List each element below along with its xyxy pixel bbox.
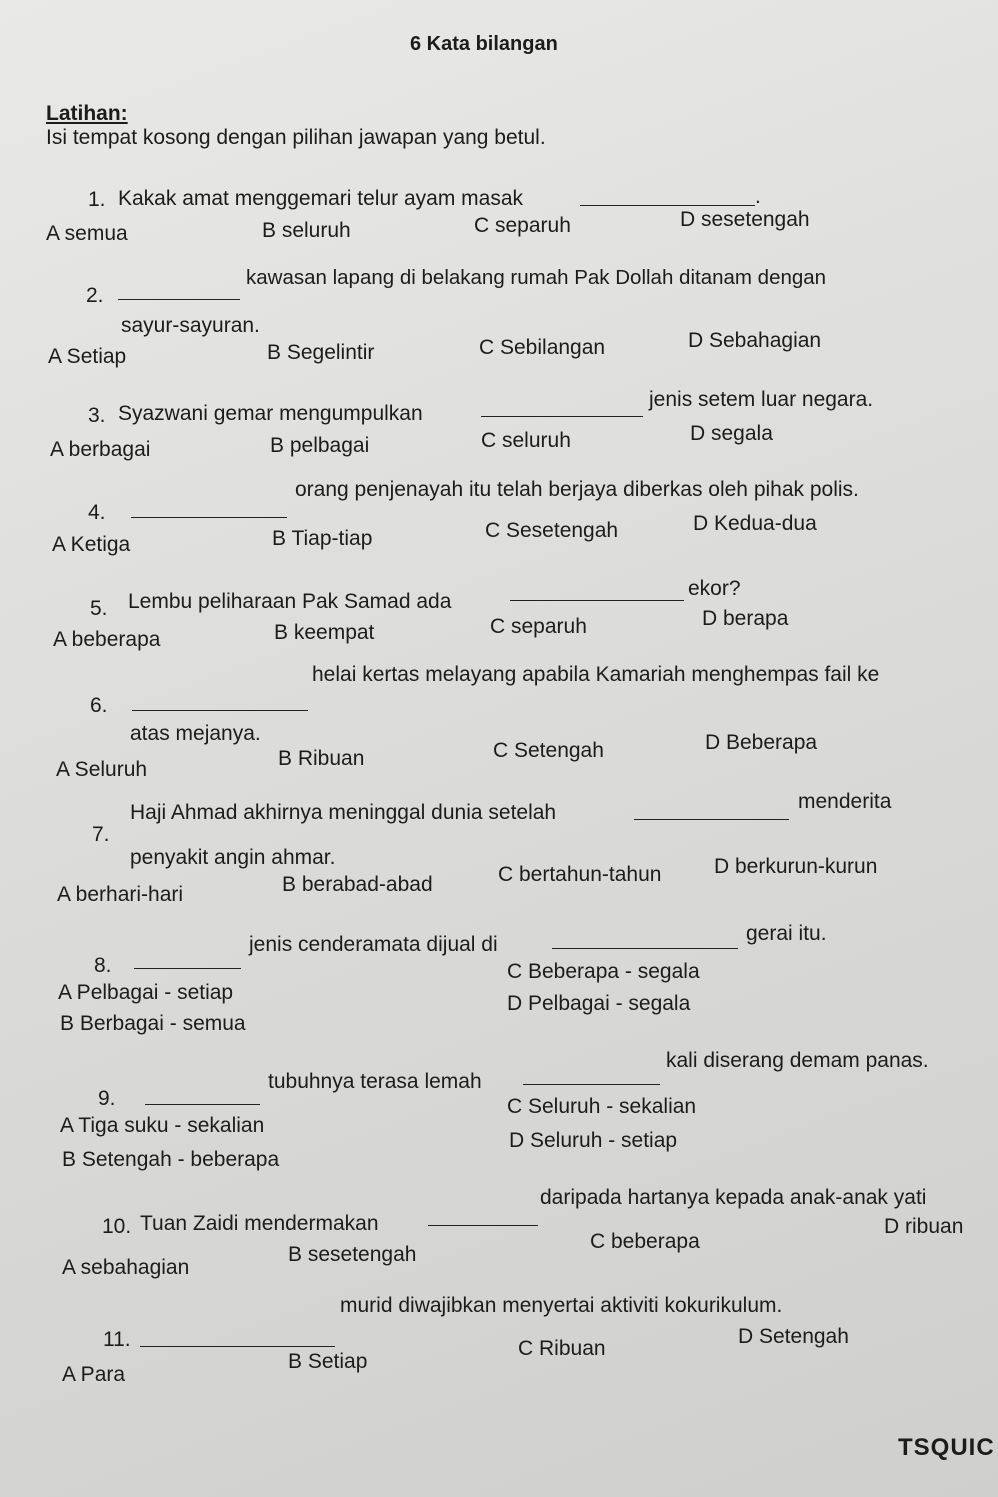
- option-b[interactable]: B keempat: [274, 621, 375, 644]
- option-c[interactable]: C separuh: [490, 615, 587, 638]
- option-a[interactable]: A Tiga suku - sekalian: [60, 1114, 265, 1137]
- option-a[interactable]: A berbagai: [50, 438, 151, 461]
- answer-blank[interactable]: [132, 710, 308, 711]
- question-text-end: menderita: [798, 790, 892, 813]
- question-text-end: ekor?: [688, 577, 741, 600]
- question-text-line2: penyakit angin ahmar.: [130, 846, 336, 869]
- option-c[interactable]: C Sebilangan: [479, 336, 606, 359]
- option-b[interactable]: B berabad-abad: [282, 873, 433, 896]
- option-b[interactable]: B Setiap: [288, 1350, 368, 1373]
- option-c[interactable]: C separuh: [474, 214, 571, 237]
- answer-blank-2[interactable]: [523, 1084, 660, 1085]
- option-a[interactable]: A semua: [46, 222, 128, 245]
- question-text: Syazwani gemar mengumpulkan: [118, 402, 423, 425]
- option-d[interactable]: D Kedua-dua: [693, 512, 817, 535]
- option-b[interactable]: B Segelintir: [267, 341, 375, 364]
- option-c[interactable]: C seluruh: [481, 429, 571, 452]
- exercise-heading: Latihan:: [46, 102, 128, 125]
- option-b[interactable]: B pelbagai: [270, 434, 370, 457]
- question-text: Lembu peliharaan Pak Samad ada: [128, 590, 452, 613]
- option-c[interactable]: C beberapa: [590, 1230, 700, 1253]
- answer-blank[interactable]: [118, 299, 240, 300]
- question-text: murid diwajibkan menyertai aktiviti kokurikulum.: [340, 1294, 783, 1317]
- option-c[interactable]: C Seluruh - sekalian: [507, 1095, 697, 1118]
- option-d[interactable]: D ribuan: [884, 1215, 964, 1238]
- question-number: 1.: [88, 188, 106, 211]
- question-text: Tuan Zaidi mendermakan: [140, 1212, 379, 1235]
- option-a[interactable]: A berhari-hari: [57, 883, 184, 906]
- question-number: 5.: [90, 597, 108, 620]
- option-d[interactable]: D segala: [690, 422, 773, 445]
- option-a[interactable]: A Setiap: [48, 345, 127, 368]
- question-text: tubuhnya terasa lemah: [268, 1070, 482, 1093]
- option-b[interactable]: B sesetengah: [288, 1243, 417, 1266]
- question-number: 2.: [86, 284, 104, 307]
- question-text: kawasan lapang di belakang rumah Pak Dollah ditanam dengan: [246, 266, 827, 289]
- answer-blank[interactable]: [131, 517, 287, 518]
- option-d[interactable]: D berapa: [702, 607, 789, 630]
- question-number: 4.: [88, 501, 106, 524]
- answer-blank[interactable]: [634, 819, 789, 820]
- answer-blank[interactable]: [134, 968, 241, 969]
- question-number: 11.: [103, 1328, 131, 1351]
- answer-blank[interactable]: [428, 1225, 538, 1226]
- option-a[interactable]: A beberapa: [53, 628, 161, 651]
- question-text: Kakak amat menggemari telur ayam masak: [118, 187, 523, 210]
- option-a[interactable]: A Seluruh: [56, 758, 148, 781]
- question-number: 6.: [90, 694, 108, 717]
- option-d[interactable]: D Pelbagai - segala: [507, 992, 691, 1015]
- question-number: 8.: [94, 954, 112, 977]
- option-d[interactable]: D Beberapa: [705, 731, 818, 754]
- answer-blank-2[interactable]: [552, 948, 738, 949]
- instruction-text: Isi tempat kosong dengan pilihan jawapan yang betul.: [46, 126, 546, 149]
- question-text-line2: sayur-sayuran.: [121, 314, 260, 337]
- question-number: 9.: [98, 1087, 116, 1110]
- question-number: 10.: [102, 1215, 132, 1238]
- question-text-end: jenis setem luar negara.: [649, 388, 874, 411]
- question-text: Haji Ahmad akhirnya meninggal dunia setelah: [130, 801, 557, 824]
- option-c[interactable]: C Ribuan: [518, 1337, 606, 1360]
- option-b[interactable]: B Ribuan: [278, 747, 365, 770]
- option-d[interactable]: D Seluruh - setiap: [509, 1129, 678, 1152]
- option-d[interactable]: D sesetengah: [680, 208, 810, 231]
- option-c[interactable]: C Sesetengah: [485, 519, 619, 542]
- question-text: helai kertas melayang apabila Kamariah menghempas fail ke: [312, 663, 880, 686]
- option-b[interactable]: B Tiap-tiap: [272, 527, 373, 550]
- option-c[interactable]: C Beberapa - segala: [507, 960, 700, 983]
- option-a[interactable]: A Ketiga: [52, 533, 131, 556]
- answer-blank[interactable]: [140, 1346, 335, 1347]
- question-number: 7.: [92, 823, 110, 846]
- answer-blank[interactable]: [510, 600, 684, 601]
- answer-blank[interactable]: [580, 205, 755, 206]
- question-text-end: kali diserang demam panas.: [666, 1049, 929, 1072]
- question-text: orang penjenayah itu telah berjaya diberkas oleh pihak polis.: [295, 478, 859, 501]
- option-a[interactable]: A Para: [62, 1363, 126, 1386]
- question-text-end: gerai itu.: [746, 922, 827, 945]
- option-b[interactable]: B Setengah - beberapa: [62, 1148, 280, 1171]
- option-c[interactable]: C bertahun-tahun: [498, 863, 662, 886]
- answer-blank[interactable]: [481, 416, 643, 417]
- page-title: 6 Kata bilangan: [410, 33, 558, 55]
- option-d[interactable]: D Setengah: [738, 1325, 849, 1348]
- question-text-end: .: [755, 185, 761, 208]
- question-number: 3.: [88, 404, 106, 427]
- question-text: jenis cenderamata dijual di: [249, 933, 498, 956]
- option-b[interactable]: B seluruh: [262, 219, 351, 242]
- option-b[interactable]: B Berbagai - semua: [60, 1012, 246, 1035]
- option-a[interactable]: A Pelbagai - setiap: [58, 981, 234, 1004]
- brand-logo: TSQUIC: [898, 1434, 995, 1461]
- option-a[interactable]: A sebahagian: [62, 1256, 190, 1279]
- question-text-end: daripada hartanya kepada anak-anak yati: [540, 1186, 927, 1209]
- answer-blank[interactable]: [145, 1104, 260, 1105]
- option-d[interactable]: D berkurun-kurun: [714, 855, 878, 878]
- question-text-line2: atas mejanya.: [130, 722, 261, 745]
- option-c[interactable]: C Setengah: [493, 739, 604, 762]
- option-d[interactable]: D Sebahagian: [688, 329, 822, 352]
